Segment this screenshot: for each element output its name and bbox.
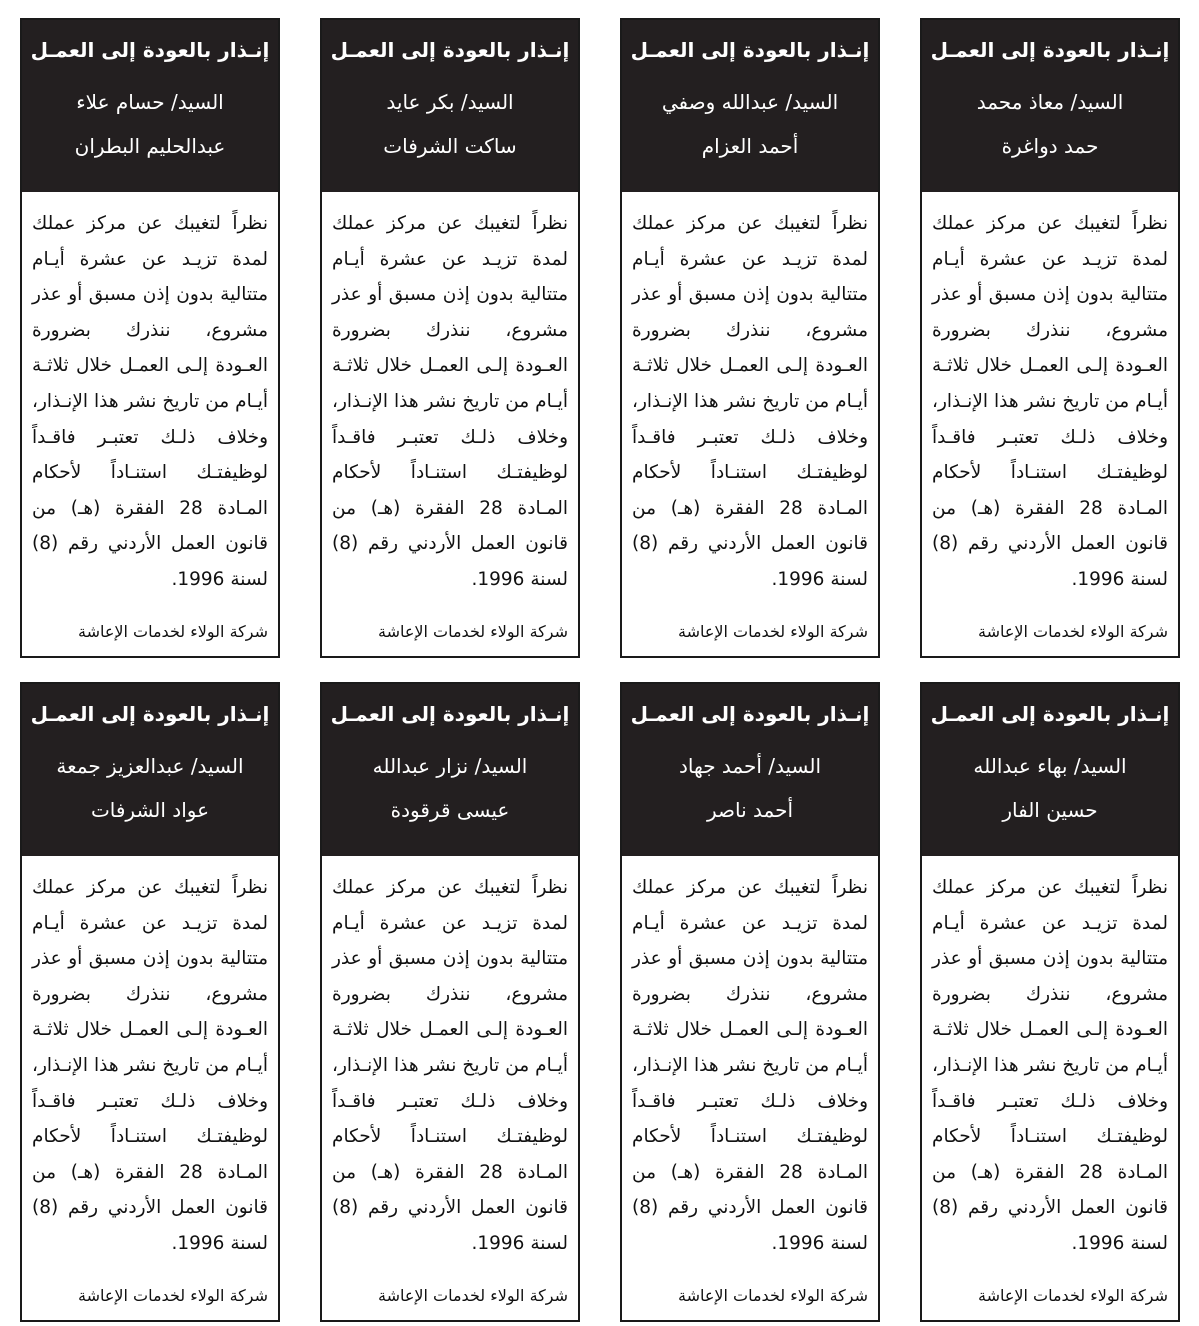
company-signature: شركة الولاء لخدمات الإعاشة [77, 622, 268, 641]
company-signature: شركة الولاء لخدمات الإعاشة [377, 1286, 568, 1305]
notice-card [20, 18, 280, 658]
recipient-name-line2: عبدالحليم البطران [74, 134, 226, 158]
notice-body [622, 856, 878, 1320]
company-signature: شركة الولاء لخدمات الإعاشة [677, 1286, 868, 1305]
notice-header [922, 20, 1178, 192]
notice-body [322, 192, 578, 656]
notice-header [322, 20, 578, 192]
notice-title: إنـذار بالعودة إلى العمـل [930, 38, 1170, 62]
notice-header [322, 684, 578, 856]
notice-body [22, 192, 278, 656]
notice-header [22, 684, 278, 856]
recipient-name-line1: السيد/ بهاء عبدالله [973, 754, 1127, 778]
notice-text: نظراً لتغيبك عن مركز عملك لمدة تزيـد عن عشرة أيـام متتالية بدون إذن مسبق أو عذر مشروع، ننذرك بضرورة العـودة إلـى العمـل خلال ثلاثـة أيـام من تاريخ نشر هذا الإنـذار، وخلاف ذلـك تعتبـر فاقـداً لوظيفتـك استنـاداً لأحكام المـادة 28 الفقرة (هـ) من قانون العمل الأردني رقم (8) لسنة 1996. [632, 213, 869, 590]
notice-card [920, 682, 1180, 1322]
recipient-name-line2: عيسى قرقودة [390, 798, 510, 822]
company-signature: شركة الولاء لخدمات الإعاشة [977, 622, 1168, 641]
recipient-name-line1: السيد/ أحمد جهاد [678, 754, 822, 778]
notice-header [622, 684, 878, 856]
recipient-name-line2: حسين الفار [1002, 798, 1098, 822]
recipient-name-line2: أحمد ناصر [706, 798, 793, 822]
notice-body [922, 192, 1178, 656]
notice-text: نظراً لتغيبك عن مركز عملك لمدة تزيـد عن عشرة أيـام متتالية بدون إذن مسبق أو عذر مشروع، ننذرك بضرورة العـودة إلـى العمـل خلال ثلاثـة أيـام من تاريخ نشر هذا الإنـذار، وخلاف ذلـك تعتبـر فاقـداً لوظيفتـك استنـاداً لأحكام المـادة 28 الفقرة (هـ) من قانون العمل الأردني رقم (8) لسنة 1996. [932, 213, 1169, 590]
notice-card [20, 682, 280, 1322]
notice-card [620, 682, 880, 1322]
notice-title: إنـذار بالعودة إلى العمـل [930, 702, 1170, 726]
notice-text: نظراً لتغيبك عن مركز عملك لمدة تزيـد عن عشرة أيـام متتالية بدون إذن مسبق أو عذر مشروع، ننذرك بضرورة العـودة إلـى العمـل خلال ثلاثـة أيـام من تاريخ نشر هذا الإنـذار، وخلاف ذلـك تعتبـر فاقـداً لوظيفتـك استنـاداً لأحكام المـادة 28 الفقرة (هـ) من قانون العمل الأردني رقم (8) لسنة 1996. [332, 877, 569, 1254]
company-signature: شركة الولاء لخدمات الإعاشة [77, 1286, 268, 1305]
notice-body [22, 856, 278, 1320]
notice-card [620, 18, 880, 658]
company-signature: شركة الولاء لخدمات الإعاشة [377, 622, 568, 641]
notice-body [322, 856, 578, 1320]
notice-header [22, 20, 278, 192]
notice-title: إنـذار بالعودة إلى العمـل [330, 38, 570, 62]
recipient-name-line1: السيد/ معاذ محمد [976, 90, 1124, 114]
notice-card [320, 18, 580, 658]
notice-title: إنـذار بالعودة إلى العمـل [330, 702, 570, 726]
recipient-name-line1: السيد/ عبدالله وصفي [661, 90, 839, 114]
recipient-name-line2: عواد الشرفات [90, 798, 210, 822]
recipient-name-line2: ساكت الشرفات [383, 134, 517, 158]
notice-text: نظراً لتغيبك عن مركز عملك لمدة تزيـد عن عشرة أيـام متتالية بدون إذن مسبق أو عذر مشروع، ننذرك بضرورة العـودة إلـى العمـل خلال ثلاثـة أيـام من تاريخ نشر هذا الإنـذار، وخلاف ذلـك تعتبـر فاقـداً لوظيفتـك استنـاداً لأحكام المـادة 28 الفقرة (هـ) من قانون العمل الأردني رقم (8) لسنة 1996. [932, 877, 1169, 1254]
notice-body [622, 192, 878, 656]
notice-card [920, 18, 1180, 658]
notice-header [922, 684, 1178, 856]
recipient-name-line1: السيد/ عبدالعزيز جمعة [56, 754, 244, 778]
notice-body [922, 856, 1178, 1320]
notice-text: نظراً لتغيبك عن مركز عملك لمدة تزيـد عن عشرة أيـام متتالية بدون إذن مسبق أو عذر مشروع، ننذرك بضرورة العـودة إلـى العمـل خلال ثلاثـة أيـام من تاريخ نشر هذا الإنـذار، وخلاف ذلـك تعتبـر فاقـداً لوظيفتـك استنـاداً لأحكام المـادة 28 الفقرة (هـ) من قانون العمل الأردني رقم (8) لسنة 1996. [332, 213, 569, 590]
notice-title: إنـذار بالعودة إلى العمـل [630, 702, 870, 726]
company-signature: شركة الولاء لخدمات الإعاشة [977, 1286, 1168, 1305]
recipient-name-line2: أحمد العزام [701, 134, 799, 158]
notice-card [320, 682, 580, 1322]
notice-title: إنـذار بالعودة إلى العمـل [630, 38, 870, 62]
notices-grid [20, 18, 1180, 1322]
recipient-name-line1: السيد/ حسام علاء [76, 90, 224, 114]
notice-title: إنـذار بالعودة إلى العمـل [30, 702, 270, 726]
recipient-name-line2: حمد دواغرة [1001, 134, 1099, 158]
notice-text: نظراً لتغيبك عن مركز عملك لمدة تزيـد عن عشرة أيـام متتالية بدون إذن مسبق أو عذر مشروع، ننذرك بضرورة العـودة إلـى العمـل خلال ثلاثـة أيـام من تاريخ نشر هذا الإنـذار، وخلاف ذلـك تعتبـر فاقـداً لوظيفتـك استنـاداً لأحكام المـادة 28 الفقرة (هـ) من قانون العمل الأردني رقم (8) لسنة 1996. [32, 213, 269, 590]
notice-title: إنـذار بالعودة إلى العمـل [30, 38, 270, 62]
notice-text: نظراً لتغيبك عن مركز عملك لمدة تزيـد عن عشرة أيـام متتالية بدون إذن مسبق أو عذر مشروع، ننذرك بضرورة العـودة إلـى العمـل خلال ثلاثـة أيـام من تاريخ نشر هذا الإنـذار، وخلاف ذلـك تعتبـر فاقـداً لوظيفتـك استنـاداً لأحكام المـادة 28 الفقرة (هـ) من قانون العمل الأردني رقم (8) لسنة 1996. [32, 877, 269, 1254]
company-signature: شركة الولاء لخدمات الإعاشة [677, 622, 868, 641]
recipient-name-line1: السيد/ نزار عبدالله [372, 754, 528, 778]
notice-header [622, 20, 878, 192]
recipient-name-line1: السيد/ بكر عايد [386, 90, 514, 114]
notice-text: نظراً لتغيبك عن مركز عملك لمدة تزيـد عن عشرة أيـام متتالية بدون إذن مسبق أو عذر مشروع، ننذرك بضرورة العـودة إلـى العمـل خلال ثلاثـة أيـام من تاريخ نشر هذا الإنـذار، وخلاف ذلـك تعتبـر فاقـداً لوظيفتـك استنـاداً لأحكام المـادة 28 الفقرة (هـ) من قانون العمل الأردني رقم (8) لسنة 1996. [632, 877, 869, 1254]
